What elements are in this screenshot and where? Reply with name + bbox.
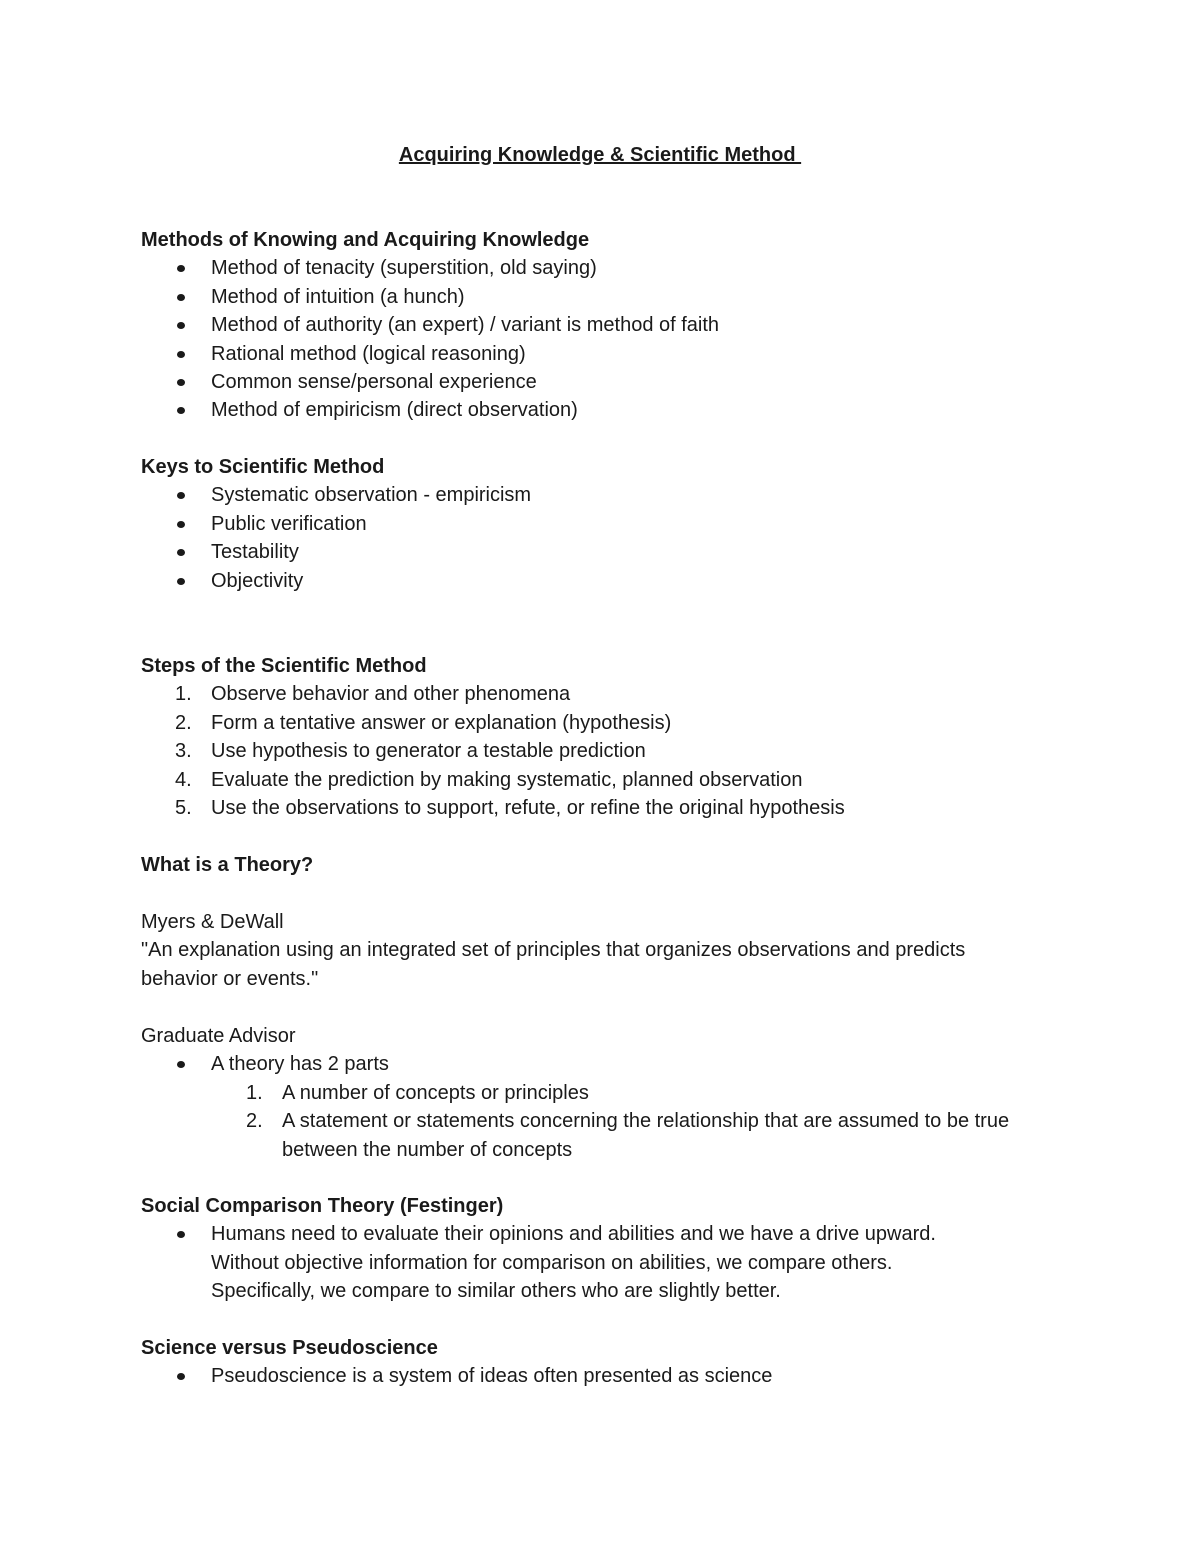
section-methods xyxy=(141,226,1061,425)
source-label: Myers & DeWall xyxy=(141,911,284,933)
list-item: Method of tenacity (superstition, old saying) xyxy=(141,254,1061,282)
bullet-icon xyxy=(177,1231,185,1238)
bullet-icon xyxy=(177,521,185,528)
bullet-icon xyxy=(177,407,185,414)
numbered-list xyxy=(141,1079,1041,1164)
section-keys xyxy=(141,453,1061,595)
bullet-icon xyxy=(177,578,185,585)
source-label: Graduate Advisor xyxy=(141,1025,296,1047)
section-steps xyxy=(141,652,1061,822)
section-heading: Methods of Knowing and Acquiring Knowledge xyxy=(141,229,590,251)
section-heading: What is a Theory? xyxy=(141,854,314,876)
bullet-icon xyxy=(177,1373,185,1380)
theory-quote: "An explanation using an integrated set of principles that organizes observations and predicts behavior or events." xyxy=(141,939,966,990)
list-item: 2. Form a tentative answer or explanation (hypothesis) xyxy=(175,711,672,734)
bullet-icon xyxy=(177,294,185,301)
numbered-list xyxy=(141,680,1061,822)
bullet-icon xyxy=(177,351,185,358)
list-item: 2. A statement or statements concerning the relationship that are assumed to be true between the number of concepts xyxy=(246,1110,1010,1161)
section-social xyxy=(141,1192,1061,1306)
bullet-icon xyxy=(177,322,185,329)
list-item: Objectivity xyxy=(141,567,1061,595)
list-item: 1. A number of concepts or principles xyxy=(246,1081,589,1104)
list-item: Rational method (logical reasoning) xyxy=(141,340,1061,368)
document-title: Acquiring Knowledge & Scientific Method xyxy=(398,144,802,166)
list-item: Pseudoscience is a system of ideas often presented as science xyxy=(141,1362,1061,1390)
section-heading: Keys to Scientific Method xyxy=(141,456,385,478)
bullet-icon xyxy=(177,379,185,386)
section-heading: Science versus Pseudoscience xyxy=(141,1337,438,1359)
bullet-icon xyxy=(177,1061,185,1068)
section-theory xyxy=(141,851,1061,879)
bullet-list xyxy=(141,1220,1001,1305)
list-item: Testability xyxy=(141,538,1061,566)
list-item: 3. Use hypothesis to generator a testable prediction xyxy=(175,740,646,763)
list-item: Common sense/personal experience xyxy=(141,368,1061,396)
section-science xyxy=(141,1334,1061,1391)
bullet-list xyxy=(141,254,1061,424)
section-heading: Steps of the Scientific Method xyxy=(141,655,427,677)
list-item: Method of empiricism (direct observation) xyxy=(141,396,1061,424)
list-item: 1. Observe behavior and other phenomena xyxy=(175,683,571,706)
list-item: A theory has 2 parts xyxy=(141,1050,1061,1078)
bullet-icon xyxy=(177,549,185,556)
list-item: Public verification xyxy=(141,510,1061,538)
theory-advisor xyxy=(141,1022,1061,1164)
bullet-list xyxy=(141,1362,1061,1390)
list-item: Method of authority (an expert) / variant is method of faith xyxy=(141,311,1061,339)
bullet-icon xyxy=(177,265,185,272)
theory-myers xyxy=(141,908,1061,993)
list-item: 5. Use the observations to support, refute, or refine the original hypothesis xyxy=(175,797,845,820)
list-item: Humans need to evaluate their opinions and abilities and we have a drive upward. Without objective information for comparison on abilities, we compare others. Specifically, we compare to similar others who are slightly better. xyxy=(141,1220,1001,1305)
list-item: 4. Evaluate the prediction by making systematic, planned observation xyxy=(175,768,803,791)
list-item: Method of intuition (a hunch) xyxy=(141,283,1061,311)
bullet-icon xyxy=(177,492,185,499)
bullet-list xyxy=(141,1050,1061,1078)
section-heading: Social Comparison Theory (Festinger) xyxy=(141,1195,504,1217)
list-item: Systematic observation - empiricism xyxy=(141,481,1061,509)
bullet-list xyxy=(141,481,1061,595)
